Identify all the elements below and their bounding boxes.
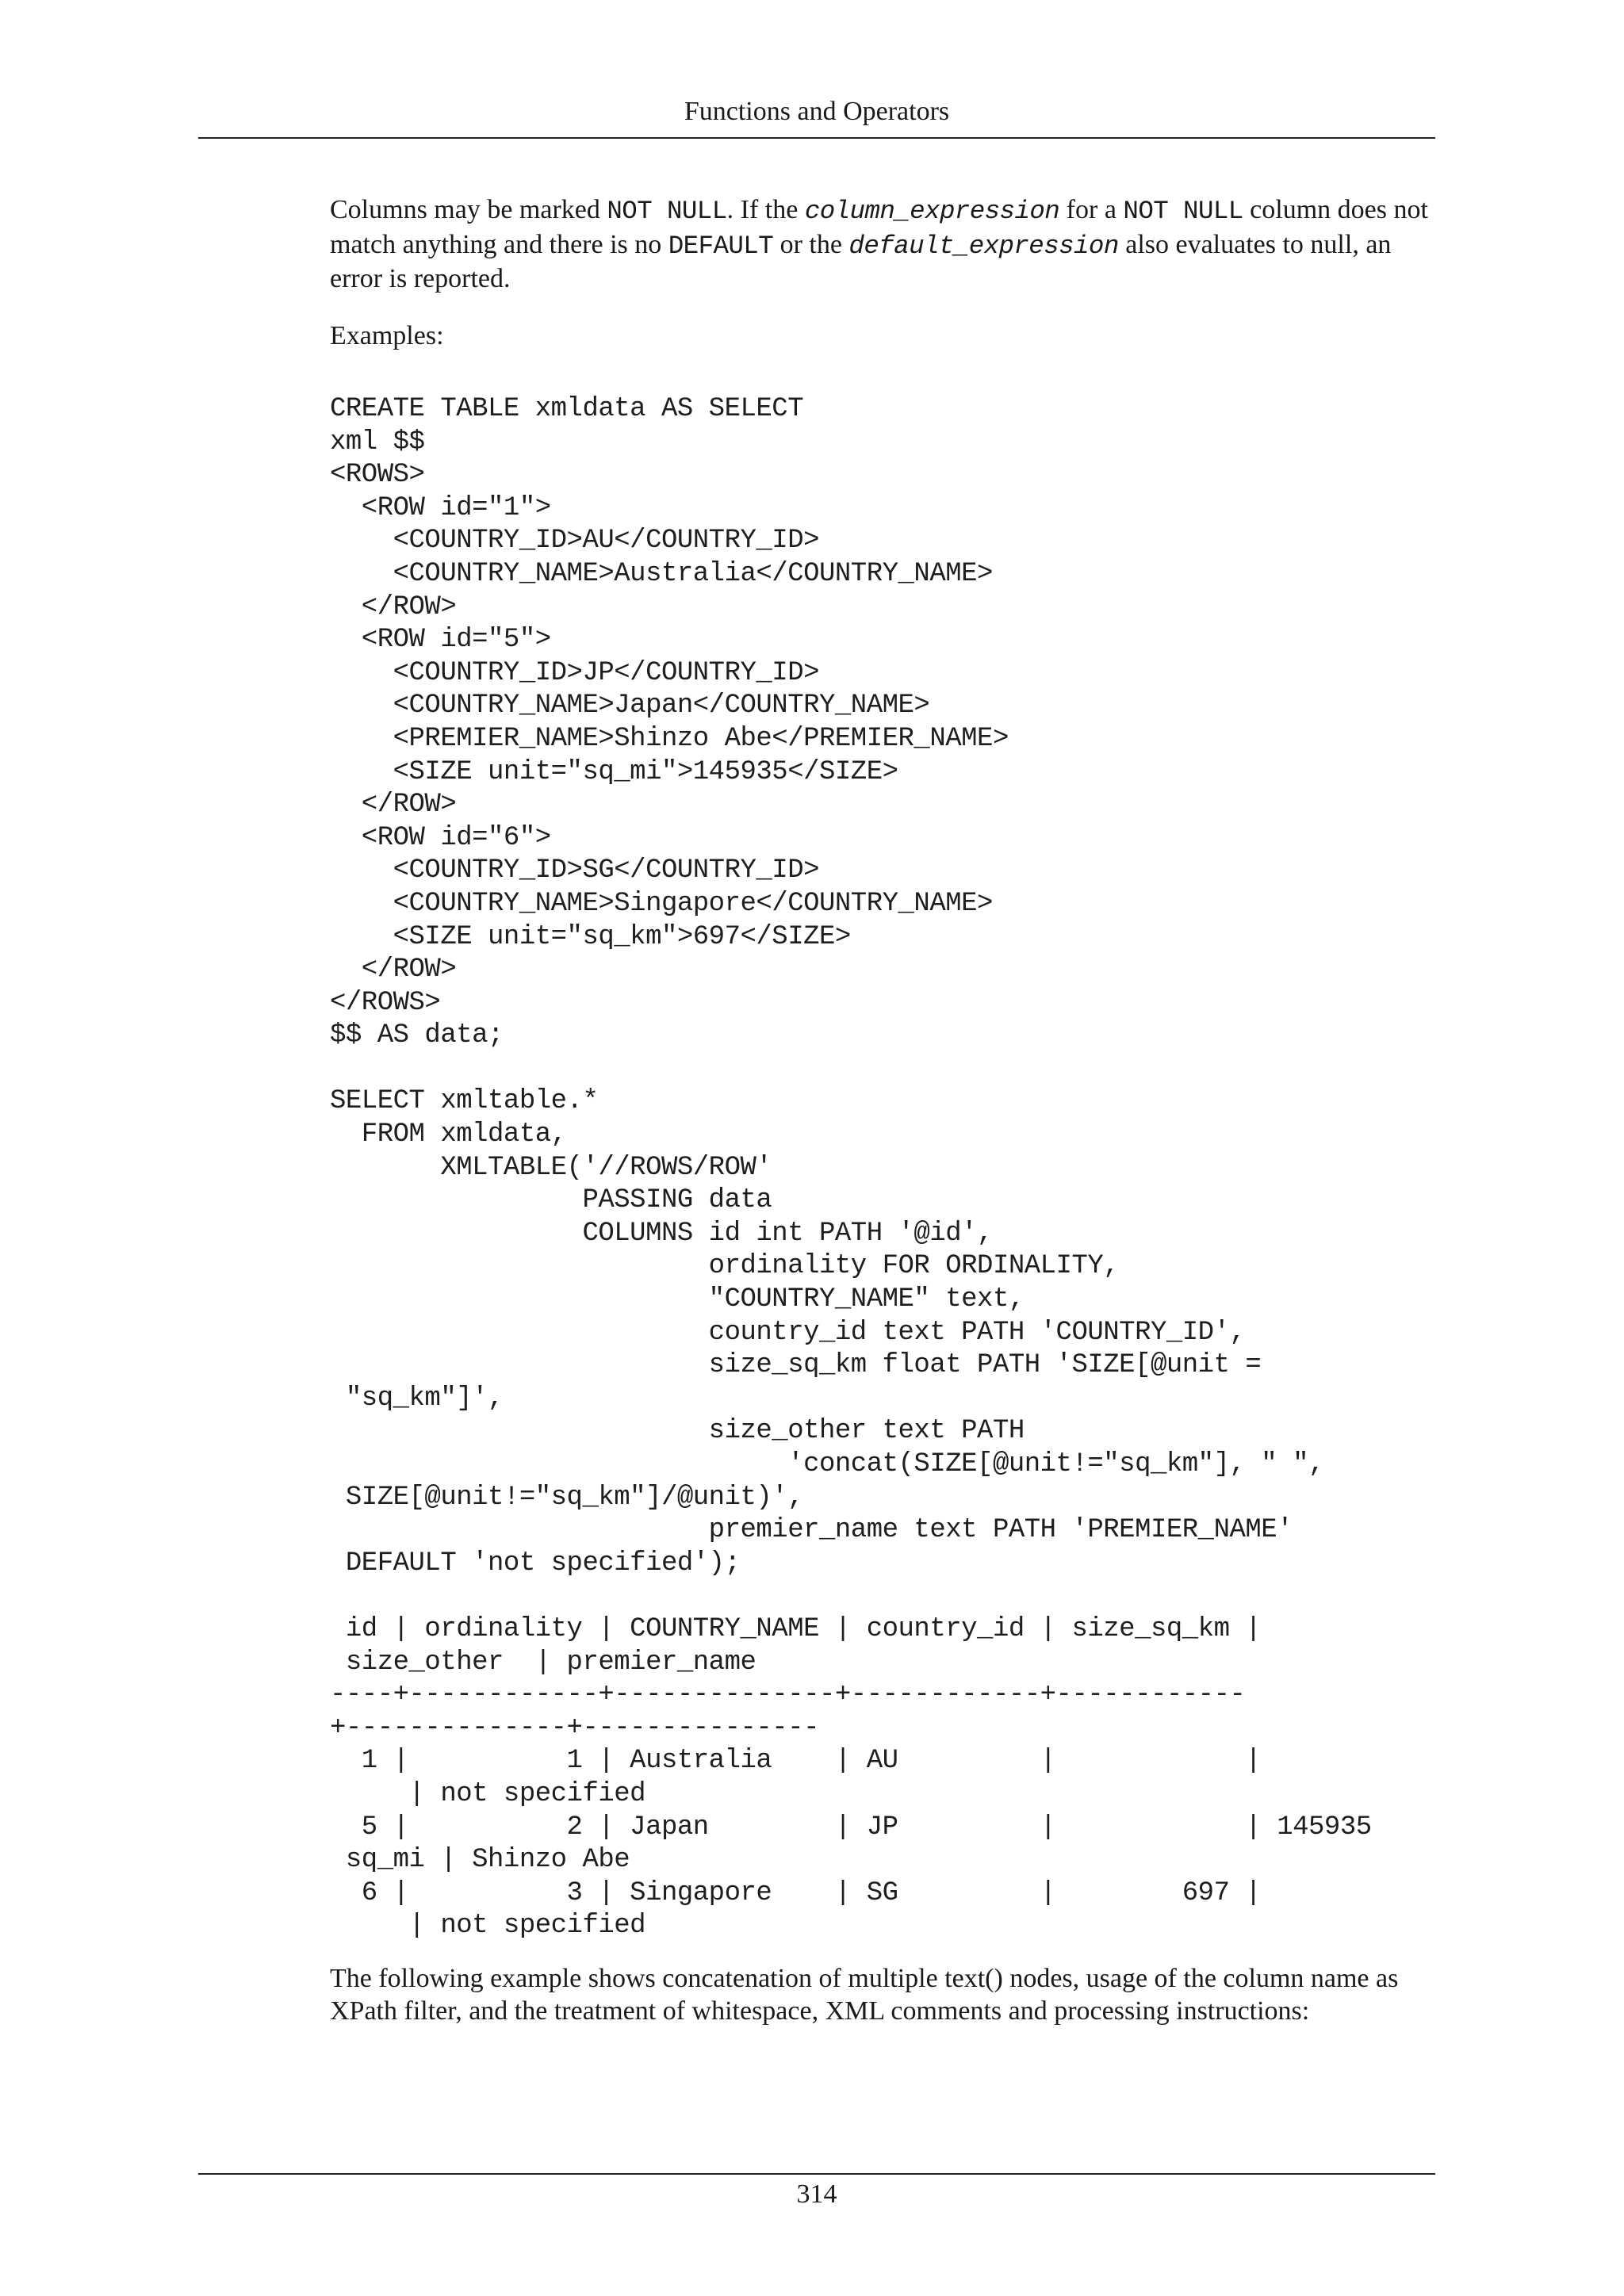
intro-text-3: for a xyxy=(1059,195,1124,224)
intro-text-4: column does not match anything and there is no xyxy=(330,195,1428,259)
inline-code-not-null-2: NOT NULL xyxy=(1123,197,1243,226)
intro-text-6: also evaluates to null, an error is reported. xyxy=(330,229,1392,293)
page-number: 314 xyxy=(796,2179,837,2209)
intro-text-2: . If the xyxy=(726,195,805,224)
footer-rule xyxy=(198,2173,1435,2175)
following-paragraph: The following example shows concatenation of multiple text() nodes, usage of the column name as XPath filter, and the treatment of whitespace, XML comments and processing instructions: xyxy=(330,1963,1399,2026)
inline-code-default: DEFAULT xyxy=(668,231,774,261)
code-example: CREATE TABLE xmldata AS SELECT xml $$ <ROWS> <ROW id="1"> <COUNTRY_ID>AU</COUNTRY_ID> <COUNTRY_NAME>Australia</COUNTRY_NAME> </ROW> <ROW id="5"> <COUNTRY_ID>JP</COUNTRY_ID> <COUNTRY_NAME>Japan</COUNTRY_NAME> <PREMIER_NAME>Shinzo Abe</PREMIER_NAME> <SIZE unit="sq_mi">145935</SIZE> </ROW> <ROW id="6"> <COUNTRY_ID>SG</COUNTRY_ID> <COUNTRY_NAME>Singapore</COUNTRY_NAME> <SIZE unit="sq_km">697</SIZE> </ROW> </ROWS> $$ AS data; SELECT xmltable.* FROM xmldata, XMLTABLE('//ROWS/ROW' PASSING data COLUMNS id int PATH '@id', ordinality FOR ORDINALITY, "COUNTRY_NAME" text, country_id text PATH 'COUNTRY_ID', size_sq_km float PATH 'SIZE[@unit = "sq_km"]', size_other text PATH 'concat(SIZE[@unit!="sq_km"], " ", SIZE[@unit!="sq_km"]/@unit)', premier_name text PATH 'PREMIER_NAME' DEFAULT 'not specified'); id | ordinality | COUNTRY_NAME | country_id | size_sq_km | size_other | premier_name ----+------------+--------------+------------+------------ +--------------+--------------- 1 | 1 | Australia | AU | | | not specified 5 | 2 | Japan | JP | | 145935 sq_mi | Shinzo Abe 6 | 3 | Singapore | SG | 697 | | not specified xyxy=(330,394,1372,1942)
inline-code-column-expression: column_expression xyxy=(804,197,1060,226)
intro-text-1: Columns may be marked xyxy=(330,195,607,224)
intro-paragraph xyxy=(330,193,1435,296)
page-body xyxy=(330,193,1435,2028)
examples-label: Examples: xyxy=(330,320,444,350)
inline-code-not-null: NOT NULL xyxy=(607,197,727,226)
inline-code-default-expression: default_expression xyxy=(848,231,1119,261)
running-header: Functions and Operators xyxy=(684,97,950,126)
intro-text-5: or the xyxy=(773,229,849,259)
header-rule xyxy=(198,137,1435,139)
